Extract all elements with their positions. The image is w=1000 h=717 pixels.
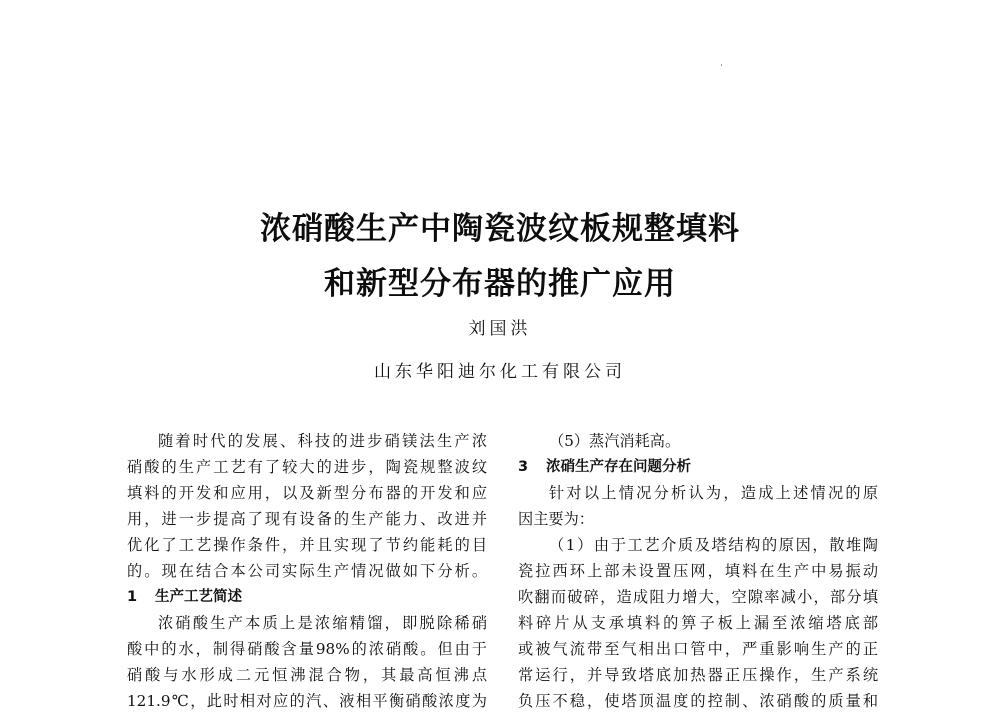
section-1-line: 硝酸与水形成二元恒沸混合物，其最高恒沸点 (127, 666, 487, 684)
para-1-line: 因主要为： (518, 510, 594, 528)
intro-line: 随着时代的发展、科技的进步硝镁法生产浓 (158, 432, 487, 450)
section-3-heading (518, 454, 878, 480)
para-1-line: 针对以上情况分析认为，造成上述情况的原 (549, 484, 878, 502)
para-2-line: 常运行，并导致塔底加热器正压操作，生产系统 (518, 666, 878, 684)
para-2-line: 或被气流带至气相出口管中，严重影响生产的正 (518, 640, 878, 658)
right-column (518, 428, 878, 717)
intro-line: 硝酸的生产工艺有了较大的进步，陶瓷规整波纹 (127, 458, 487, 476)
section-1-number: 1 (127, 589, 138, 605)
left-column (127, 428, 487, 717)
title-line-2: 和新型分布器的推广应用 (324, 266, 676, 302)
section-3-title: 浓硝生产存在问题分析 (546, 459, 691, 475)
section-1-heading (127, 584, 487, 610)
section-1-line: 浓硝酸生产本质上是浓缩精馏，即脱除稀硝 (158, 614, 487, 632)
scan-speck (721, 64, 722, 66)
section-1-line: 121.9℃，此时相对应的汽、液相平衡硝酸浓度为 (127, 692, 487, 710)
intro-line: 用，进一步提高了现有设备的生产能力、改进并 (127, 510, 487, 528)
affiliation: 山东华阳迪尔化工有限公司 (374, 362, 626, 382)
para-2-line: 负压不稳，使塔顶温度的控制、浓硝酸的质量和 (518, 692, 878, 710)
para-2-line: 吹翻而破碎，造成阻力增大，空隙率减小，部分填 (518, 588, 878, 606)
intro-line: 填料的开发和应用，以及新型分布器的开发和应 (127, 484, 487, 502)
para-2-line: 瓷拉西环上部未设置压网，填料在生产中易振动 (518, 562, 878, 580)
section-1-title: 生产工艺简述 (155, 589, 242, 605)
author-name: 刘国洪 (468, 319, 532, 339)
section-3-number: 3 (518, 459, 529, 475)
item-5: （5）蒸汽消耗高。 (549, 432, 681, 450)
intro-line: 的。现在结合本公司实际生产情况做如下分析。 (127, 562, 487, 580)
para-2-line: 料碎片从支承填料的箅子板上漏至浓缩塔底部 (518, 614, 878, 632)
para-2-line: （1）由于工艺介质及塔结构的原因，散堆陶 (549, 536, 878, 554)
section-1-line: 酸中的水，制得硝酸含量98%的浓硝酸。但由于 (127, 640, 487, 658)
intro-line: 优化了工艺操作条件，并且实现了节约能耗的目 (127, 536, 487, 554)
title-line-1: 浓硝酸生产中陶瓷波纹板规整填料 (260, 211, 740, 247)
